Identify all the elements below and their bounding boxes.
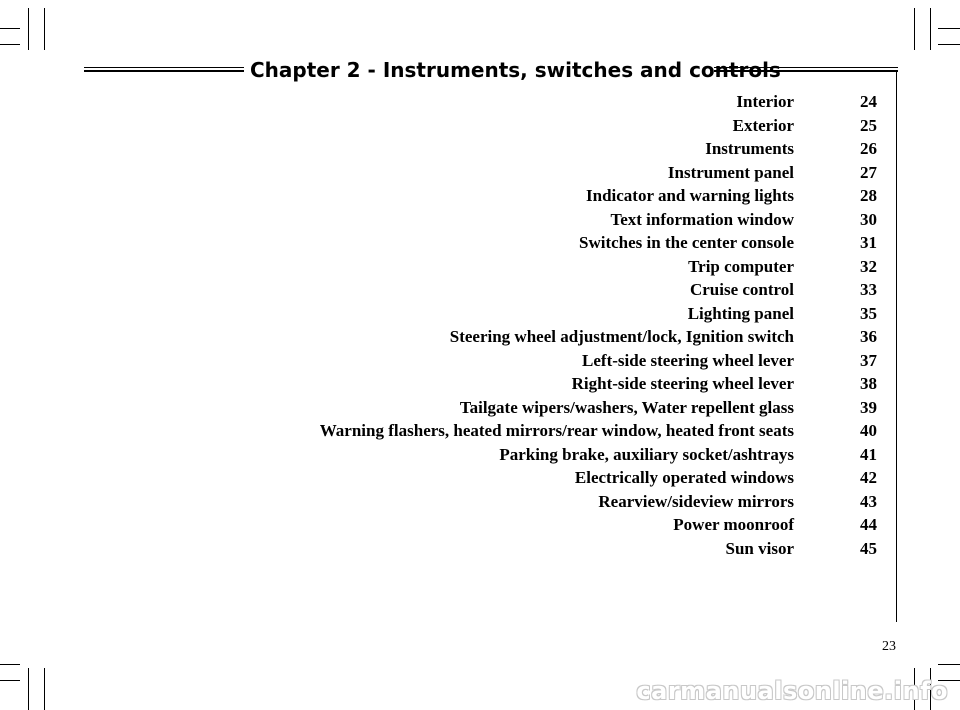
toc-entry-title: Electrically operated windows	[574, 468, 794, 487]
toc-entry-page: 28	[860, 186, 877, 205]
toc-entry[interactable]	[250, 372, 890, 396]
toc-entry[interactable]	[250, 513, 890, 537]
page-border-right	[896, 70, 897, 622]
toc-entry-title: Trip computer	[688, 256, 794, 276]
toc-entry[interactable]	[250, 255, 890, 279]
toc-entry-title: Power moonroof	[673, 515, 794, 534]
toc-entry-page: 36	[860, 327, 877, 346]
toc-entry[interactable]	[250, 278, 890, 302]
toc-entry[interactable]	[250, 90, 890, 114]
watermark-text: carmanualsonline.info	[636, 677, 948, 705]
crop-mark	[930, 8, 931, 50]
crop-mark	[938, 664, 960, 665]
toc-entry-page: 37	[860, 350, 877, 370]
header-rule-right	[714, 67, 898, 72]
crop-mark	[938, 44, 960, 45]
toc-entry-title: Text information window	[610, 209, 794, 229]
toc-entry-page: 45	[860, 538, 877, 558]
crop-mark	[938, 28, 960, 29]
toc-entry-title: Exterior	[732, 115, 794, 135]
toc-entry-title: Steering wheel adjustment/lock, Ignition switch	[449, 327, 794, 346]
toc-entry-page: 44	[860, 515, 877, 534]
toc-entry-page: 41	[860, 444, 877, 464]
toc-entry-page: 35	[860, 303, 877, 323]
toc-entry[interactable]	[250, 466, 890, 490]
header-rule-left	[84, 67, 244, 72]
page-number: 23	[882, 639, 896, 654]
toc-entry-title: Tailgate wipers/washers, Water repellent glass	[459, 397, 794, 417]
toc-entry-title: Instrument panel	[667, 162, 794, 182]
toc-entry-title: Parking brake, auxiliary socket/ashtrays	[499, 444, 794, 464]
toc-entry-title: Indicator and warning lights	[586, 186, 794, 205]
toc-entry-title: Warning flashers, heated mirrors/rear window, heated front seats	[319, 421, 794, 440]
toc-entry-title: Sun visor	[725, 538, 794, 558]
toc-entry-page: 26	[860, 139, 877, 158]
toc-entry-page: 38	[860, 374, 877, 393]
toc-entry-title: Lighting panel	[687, 303, 794, 323]
toc-entry-page: 31	[860, 233, 877, 252]
toc-entry[interactable]	[250, 419, 890, 443]
toc-entry[interactable]	[250, 490, 890, 514]
toc-entry[interactable]	[250, 537, 890, 561]
crop-mark	[0, 44, 20, 45]
toc-entry-page: 24	[860, 92, 877, 111]
toc-entry-title: Left-side steering wheel lever	[582, 350, 794, 370]
toc-entry[interactable]	[250, 208, 890, 232]
crop-mark	[0, 28, 20, 29]
toc-entry[interactable]	[250, 443, 890, 467]
table-of-contents	[250, 90, 890, 560]
toc-entry-page: 33	[860, 280, 877, 299]
toc-entry-page: 30	[860, 209, 877, 229]
crop-mark	[28, 668, 29, 710]
toc-entry-page: 32	[860, 256, 877, 276]
toc-entry[interactable]	[250, 137, 890, 161]
toc-entry-title: Switches in the center console	[579, 233, 794, 252]
toc-entry-title: Interior	[736, 92, 794, 111]
toc-entry-page: 25	[860, 115, 877, 135]
toc-entry[interactable]	[250, 114, 890, 138]
toc-entry-title: Instruments	[705, 139, 794, 158]
toc-entry[interactable]	[250, 161, 890, 185]
toc-entry-page: 42	[860, 468, 877, 487]
toc-entry[interactable]	[250, 302, 890, 326]
toc-entry-title: Cruise control	[689, 280, 794, 299]
crop-mark	[914, 8, 915, 50]
toc-entry-page: 27	[860, 162, 877, 182]
crop-mark	[28, 8, 29, 50]
crop-mark	[44, 8, 45, 50]
crop-mark	[0, 680, 20, 681]
toc-entry-title: Rearview/sideview mirrors	[598, 491, 794, 511]
toc-entry-title: Right-side steering wheel lever	[571, 374, 794, 393]
toc-entry[interactable]	[250, 325, 890, 349]
toc-entry-page: 43	[860, 491, 877, 511]
toc-entry[interactable]	[250, 184, 890, 208]
toc-entry-page: 39	[860, 397, 877, 417]
toc-entry[interactable]	[250, 396, 890, 420]
toc-entry[interactable]	[250, 231, 890, 255]
crop-mark	[44, 668, 45, 710]
crop-mark	[0, 664, 20, 665]
toc-entry-page: 40	[860, 421, 877, 440]
chapter-title: Chapter 2 - Instruments, switches and controls	[250, 58, 781, 82]
toc-entry[interactable]	[250, 349, 890, 373]
